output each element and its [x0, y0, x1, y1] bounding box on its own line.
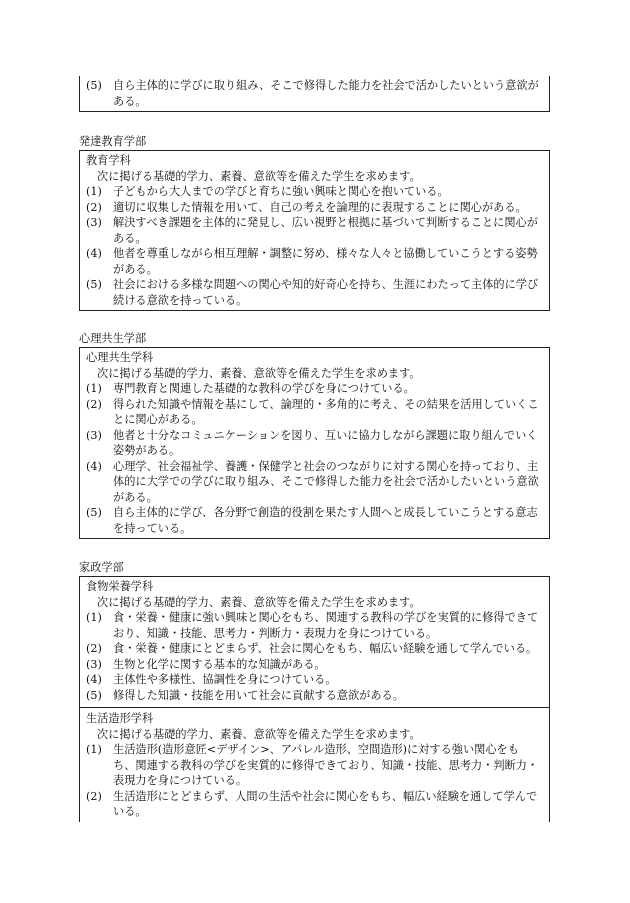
list-item — [86, 246, 543, 277]
item-text: 適切に収集した情報を用いて、自己の考えを論理的に表現することに関心がある。 — [113, 200, 527, 214]
list-item — [86, 657, 543, 673]
item-text: 自ら主体的に学びに取り組み、そこで修得した能力を社会で活かしたいという意欲がある。 — [113, 79, 539, 108]
department-intro: 次に掲げる基礎的学力、素養、意欲等を備えた学生を求めます。 — [97, 727, 421, 741]
item-text: 社会における多様な問題への関心や知的好奇心を持ち、生涯にわたって主体的に学び続ける意欲を持っている。 — [113, 278, 539, 307]
item-text: 生物と化学に関する基本的な知識がある。 — [113, 657, 326, 671]
list-item — [86, 672, 543, 688]
item-number: (3) — [86, 657, 102, 671]
list-item — [86, 641, 543, 657]
item-text: 生活造形にとどまらず、人間の生活や社会に関心をもち、幅広い経験を通して学んでいる。 — [113, 789, 538, 818]
list-item — [86, 742, 543, 789]
department-title: 心理共生学科 — [86, 351, 154, 364]
item-number: (1) — [86, 185, 102, 198]
list-item — [86, 184, 543, 200]
item-text: 自ら主体的に学び、各分野で創造的役割を果たす人間へと成長していこうとする意志を持っている。 — [113, 506, 538, 535]
item-text: 食・栄養・健康に強い興味と関心をもち、関連する教科の学びを実質的に修得できており、知識・技能、思考力・判断力・表現力を身につけている。 — [113, 611, 539, 640]
list-item — [86, 459, 543, 506]
item-number: (2) — [86, 397, 102, 411]
list-item — [86, 428, 543, 459]
department-title: 教育学科 — [86, 154, 131, 167]
item-number: (5) — [86, 688, 102, 702]
department-intro: 次に掲げる基礎的学力、素養、意欲等を備えた学生を求めます。 — [97, 595, 421, 609]
list-item — [86, 78, 543, 109]
department-cell — [86, 350, 543, 536]
item-text: 解決すべき課題を主体的に発見し、広い視野と根拠に基づいて判断することに関心がある。 — [113, 216, 538, 245]
item-number: (2) — [86, 200, 102, 214]
faculty-box — [79, 150, 550, 311]
faculty-heading: 心理共生学部 — [79, 332, 147, 345]
item-text: 子どもから大人までの学びと育ちに強い興味と関心を抱いている。 — [113, 185, 449, 198]
item-text: 他者と十分なコミュニケーションを図り、互いに協力しながら課題に取り組んでいく姿勢がある。 — [113, 428, 538, 457]
list-item — [86, 505, 543, 536]
faculty-heading: 発達教育学部 — [79, 135, 147, 148]
item-text: 他者を尊重しながら相互理解・調整に努め、様々な人々と協働していこうとする姿勢がある。 — [113, 247, 538, 276]
faculty-box — [79, 347, 550, 539]
item-number: (3) — [86, 428, 102, 442]
item-number: (5) — [86, 506, 102, 519]
previous-department-box — [79, 76, 550, 112]
item-number: (4) — [86, 459, 102, 473]
department-intro: 次に掲げる基礎的学力、素養、意欲等を備えた学生を求めます。 — [97, 366, 421, 380]
department-title: 食物栄養学科 — [86, 580, 154, 593]
item-number: (4) — [86, 673, 102, 686]
department-title: 生活造形学科 — [86, 712, 154, 725]
list-item — [86, 688, 543, 704]
list-item — [86, 789, 543, 820]
item-number: (1) — [86, 743, 102, 756]
faculty-box — [79, 576, 550, 822]
item-text: 修得した知識・技能を用いて社会に貢献する意欲がある。 — [113, 688, 404, 702]
item-text: 得られた知識や情報を基にして、論理的・多角的に考え、その結果を活用していくことに関心がある。 — [113, 397, 539, 426]
item-number: (4) — [86, 247, 102, 260]
department-cell — [86, 579, 543, 703]
list-item — [86, 610, 543, 641]
list-item — [86, 381, 543, 397]
department-cell — [86, 153, 543, 308]
item-text: 主体性や多様性、協調性を身につけている。 — [113, 673, 337, 686]
item-number: (5) — [86, 79, 102, 92]
item-text: 専門教育と関連した基礎的な教科の学びを身につけている。 — [113, 382, 415, 395]
item-text: 心理学、社会福祉学、養護・保健学と社会のつながりに対する関心を持っており、主体的に大学での学びに取り組み、そこで修得した能力を社会で活かしたいという意欲がある。 — [113, 459, 539, 504]
previous-department-cell — [86, 78, 543, 109]
list-item — [86, 277, 543, 308]
faculty-heading: 家政学部 — [79, 561, 124, 574]
department-cell — [80, 707, 549, 820]
item-number: (3) — [86, 216, 102, 229]
department-intro: 次に掲げる基礎的学力、素養、意欲等を備えた学生を求めます。 — [97, 169, 421, 183]
list-item — [86, 200, 543, 216]
item-text: 食・栄養・健康にとどまらず、社会に関心をもち、幅広い経験を通して学んでいる。 — [113, 642, 538, 655]
item-number: (2) — [86, 642, 102, 655]
item-number: (1) — [86, 382, 102, 395]
item-number: (5) — [86, 278, 102, 291]
item-number: (2) — [86, 789, 102, 803]
list-item — [86, 215, 543, 246]
item-text: 生活造形(造形意匠<デザイン>、アパレル造形、空間造形)に対する強い関心をもち、関連する教科の学びを実質的に修得できており、知識・技能、思考力・判断力・表現力を身につけている。 — [113, 743, 539, 787]
list-item — [86, 397, 543, 428]
item-number: (1) — [86, 611, 102, 624]
